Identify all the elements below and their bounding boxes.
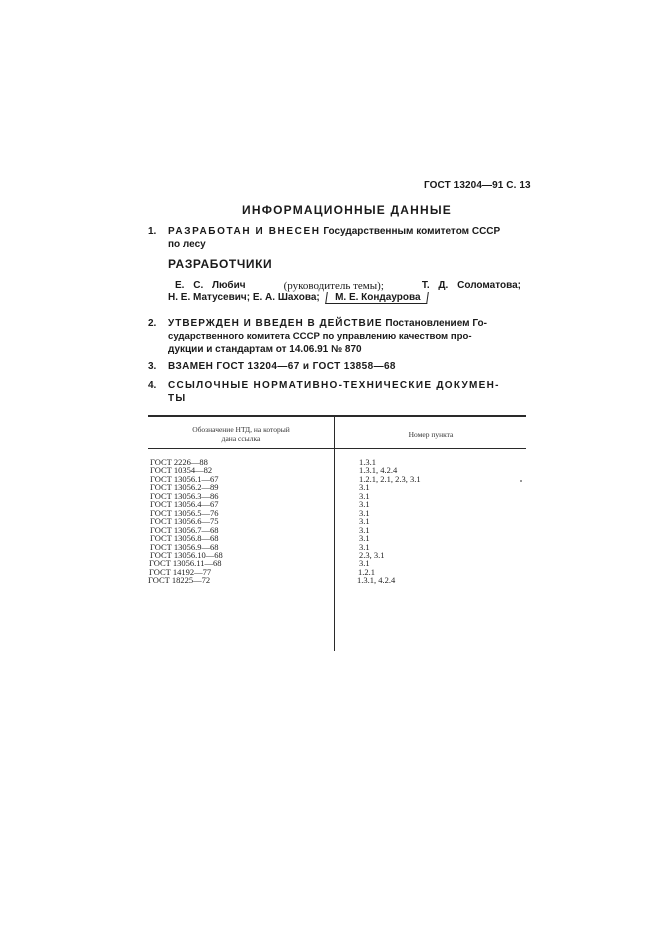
table-cell-document: ГОСТ 13056.11—68 (149, 558, 222, 569)
table-cell-document: ГОСТ 13056.7—68 (150, 524, 219, 535)
developers-line-1 (175, 280, 521, 292)
table-col1-header (150, 425, 332, 443)
table-col1-header-line-2: дана ссылка (221, 434, 261, 443)
developer-matusevich: Н. Е. Матусевич; (168, 292, 251, 303)
section-1-line-2: по лесу (168, 239, 206, 250)
document-title: ИНФОРМАЦИОННЫЕ ДАННЫЕ (242, 203, 453, 217)
table-cell-item: 3.1 (359, 499, 370, 510)
table-cell-item: 3.1 (359, 482, 370, 493)
page-reference: ГОСТ 13204—91 С. 13 (424, 180, 531, 191)
table-cell-item: 1.2.1 (358, 566, 375, 577)
table-column-divider (334, 416, 335, 651)
table-cell-document: ГОСТ 13056.3—86 (150, 490, 219, 501)
section-1-lead: РАЗРАБОТАН И ВНЕСЕН (168, 226, 321, 237)
developer-lyubich: Е. С. Любич (175, 280, 246, 291)
table-cell-item: 3.1 (359, 541, 370, 552)
table-cell-document: ГОСТ 14192—77 (149, 566, 212, 577)
table-cell-document: ГОСТ 18225—72 (148, 575, 211, 586)
table-cell-item: 3.1 (359, 490, 370, 501)
section-2-line-3: дукции и стандартам от 14.06.91 № 870 (168, 344, 362, 355)
table-cell-item: 3.1 (359, 558, 370, 569)
developer-shakhova: Е. А. Шахова; (252, 292, 320, 303)
section-4-line-2: ТЫ (168, 393, 187, 404)
scan-speck (520, 480, 522, 482)
section-2-lead: УТВЕРЖДЕН И ВВЕДЕН В ДЕЙСТВИЕ (168, 318, 383, 329)
table-cell-item: 3.1 (359, 516, 370, 527)
table-cell-document: ГОСТ 13056.5—76 (150, 507, 219, 518)
table-cell-item: 2.3, 3.1 (359, 549, 385, 560)
table-cell-document: ГОСТ 13056.1—67 (150, 473, 219, 484)
developer-solomatova: Т. Д. Соломатова; (421, 280, 521, 291)
section-3-line (148, 361, 396, 372)
table-cell-item: 3.1 (359, 533, 370, 544)
table-cell-document: ГОСТ 13056.6—75 (150, 516, 219, 527)
section-3-text: ВЗАМЕН ГОСТ 13204—67 и ГОСТ 13858—68 (168, 361, 396, 372)
section-1-number: 1. (148, 226, 157, 237)
section-4-text-line-1: ССЫЛОЧНЫЕ НОРМАТИВНО-ТЕХНИЧЕСКИЕ ДОКУМЕН- (168, 380, 500, 391)
table-cell-item: 1.3.1, 4.2.4 (357, 575, 396, 586)
table-top-rule (148, 415, 526, 417)
developer-kondaurova: М. Е. Кондаурова (334, 292, 421, 303)
table-cell-document: ГОСТ 13056.2—89 (150, 482, 219, 493)
table-cell-document: ГОСТ 2226—88 (150, 457, 208, 467)
table-header-rule (148, 448, 526, 449)
section-1-text-line-1: Государственным комитетом СССР (323, 226, 501, 237)
section-2-number: 2. (148, 318, 157, 329)
table-col2-header: Номер пункта (408, 430, 454, 439)
section-2-line-1 (148, 318, 487, 329)
developer-role: (руководитель темы); (283, 280, 384, 292)
developers-heading: РАЗРАБОТЧИКИ (168, 257, 273, 271)
developer-kondaurova-frame (325, 292, 428, 304)
table-cell-document: ГОСТ 10354—82 (150, 465, 213, 476)
table-cell-document: ГОСТ 13056.4—67 (150, 499, 219, 510)
section-4-number: 4. (148, 380, 157, 391)
table-cell-item: 1.3.1 (359, 457, 376, 467)
developers-line-2 (168, 292, 427, 304)
section-1-line-1 (148, 226, 500, 237)
table-col1-header-line-1: Обозначение НТД, на который (192, 425, 290, 434)
section-2-text-line-1: Постановлением Го- (385, 318, 487, 329)
table-cell-document: ГОСТ 13056.9—68 (150, 541, 219, 552)
section-4-line-1 (148, 380, 500, 391)
table-cell-item: 1.3.1, 4.2.4 (359, 465, 398, 476)
table-cell-item: 3.1 (359, 524, 370, 535)
table-cell-document: ГОСТ 13056.8—68 (150, 533, 219, 544)
table-cell-item: 3.1 (359, 507, 370, 518)
table-cell-document: ГОСТ 13056.10—68 (150, 549, 223, 560)
section-2-line-2: сударственного комитета СССР по управлению качеством про- (168, 331, 472, 342)
section-3-number: 3. (148, 361, 157, 372)
table-cell-item: 1.2.1, 2.1, 2.3, 3.1 (359, 473, 421, 484)
